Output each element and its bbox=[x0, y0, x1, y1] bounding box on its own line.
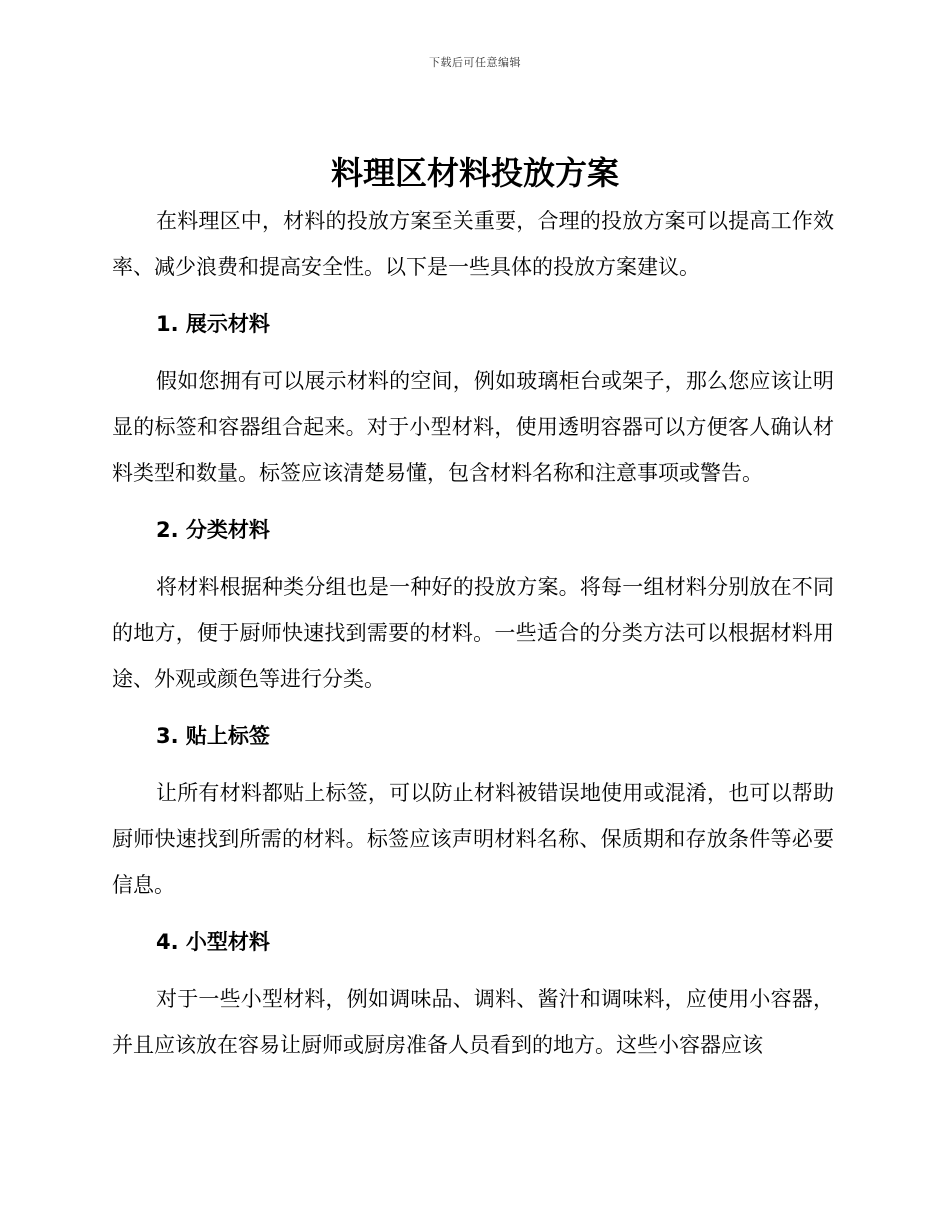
section-body-small-materials: 对于一些小型材料，例如调味品、调料、酱汁和调味料，应使用小容器，并且应该放在容易让厨师或厨房准备人员看到的地方。这些小容器应该 bbox=[112, 987, 834, 1057]
page-header-note: 下载后可任意编辑 bbox=[429, 56, 521, 69]
section-body-classify-materials: 将材料根据种类分组也是一种好的投放方案。将每一组材料分别放在不同的地方，便于厨师快速找到需要的材料。一些适合的分类方法可以根据材料用途、外观或颜色等进行分类。 bbox=[112, 575, 834, 691]
section-body-display-materials: 假如您拥有可以展示材料的空间，例如玻璃柜台或架子，那么您应该让明显的标签和容器组合起来。对于小型材料，使用透明容器可以方便客人确认材料类型和数量。标签应该清楚易懂，包含材料名称和注意事项或警告。 bbox=[112, 369, 834, 485]
section-body-labels: 让所有材料都贴上标签，可以防止材料被错误地使用或混淆，也可以帮助厨师快速找到所需的材料。标签应该声明材料名称、保质期和存放条件等必要信息。 bbox=[112, 781, 834, 897]
section-heading-classify-materials: 2. 分类材料 bbox=[156, 518, 270, 542]
section-heading-labels: 3. 贴上标签 bbox=[156, 724, 270, 748]
document-title: 料理区材料投放方案 bbox=[330, 154, 619, 192]
section-heading-display-materials: 1. 展示材料 bbox=[156, 312, 270, 336]
section-heading-small-materials: 4. 小型材料 bbox=[156, 930, 270, 954]
document-body bbox=[112, 198, 834, 1068]
intro-paragraph: 在料理区中，材料的投放方案至关重要，合理的投放方案可以提高工作效率、减少浪费和提高安全性。以下是一些具体的投放方案建议。 bbox=[112, 209, 834, 279]
